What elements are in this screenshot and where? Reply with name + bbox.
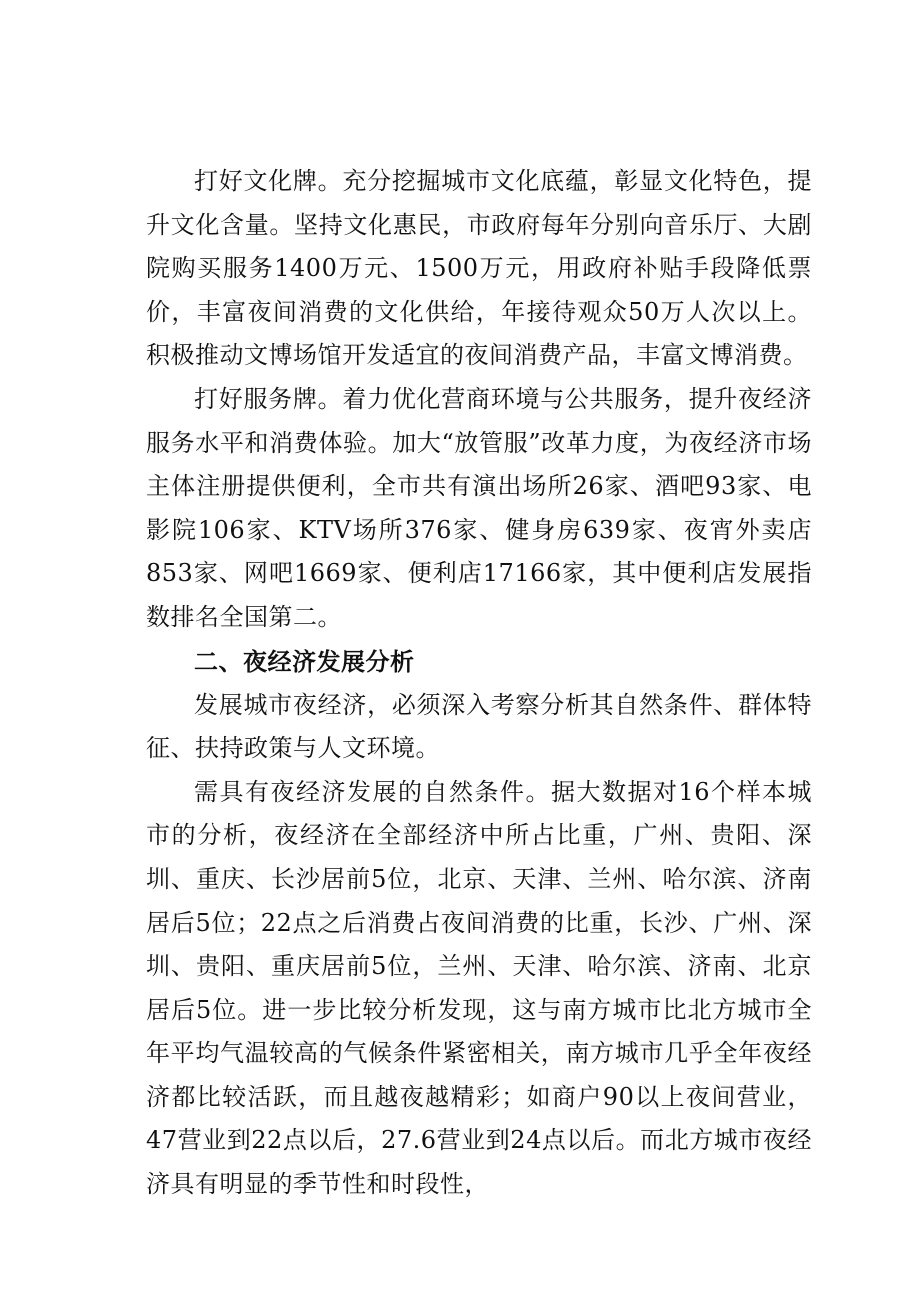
section-heading: 二、夜经济发展分析 <box>194 647 415 676</box>
document-page <box>146 160 812 1207</box>
paragraph-natural-conditions: 需具有夜经济发展的自然条件。据大数据对16个样本城市的分析，夜经济在全部经济中所占比重，广州、贵阳、深圳、重庆、长沙居前5位，北京、天津、兰州、哈尔滨、济南居后5位；22点之后消费占夜间消费的比重，长沙、广州、深圳、贵阳、重庆居前5位，兰州、天津、哈尔滨、济南、北京居后5位。进一步比较分析发现，这与南方城市比北方城市全年平均气温较高的气候条件紧密相关，南方城市几乎全年夜经济都比较活跃，而且越夜越精彩；如商户90以上夜间营业，47营业到22点以后，27.6营业到24点以后。而北方城市夜经济具有明显的季节性和时段性， <box>146 777 812 1199</box>
paragraph-service: 打好服务牌。着力优化营商环境与公共服务，提升夜经济服务水平和消费体验。加大“放管服”改革力度，为夜经济市场主体注册提供便利，全市共有演出场所26家、酒吧93家、电影院106家、KTV场所376家、健身房639家、夜宵外卖店853家、网吧1669家、便利店17166家，其中便利店发展指数排名全国第二。 <box>146 384 812 631</box>
paragraph-culture: 打好文化牌。充分挖掘城市文化底蕴，彰显文化特色，提升文化含量。坚持文化惠民，市政府每年分别向音乐厅、大剧院购买服务1400万元、1500万元，用政府补贴手段降低票价，丰富夜间消费的文化供给，年接待观众50万人次以上。积极推动文博场馆开发适宜的夜间消费产品，丰富文博消费。 <box>146 167 812 370</box>
paragraph-intro: 发展城市夜经济，必须深入考察分析其自然条件、群体特征、扶持政策与人文环境。 <box>146 690 812 763</box>
